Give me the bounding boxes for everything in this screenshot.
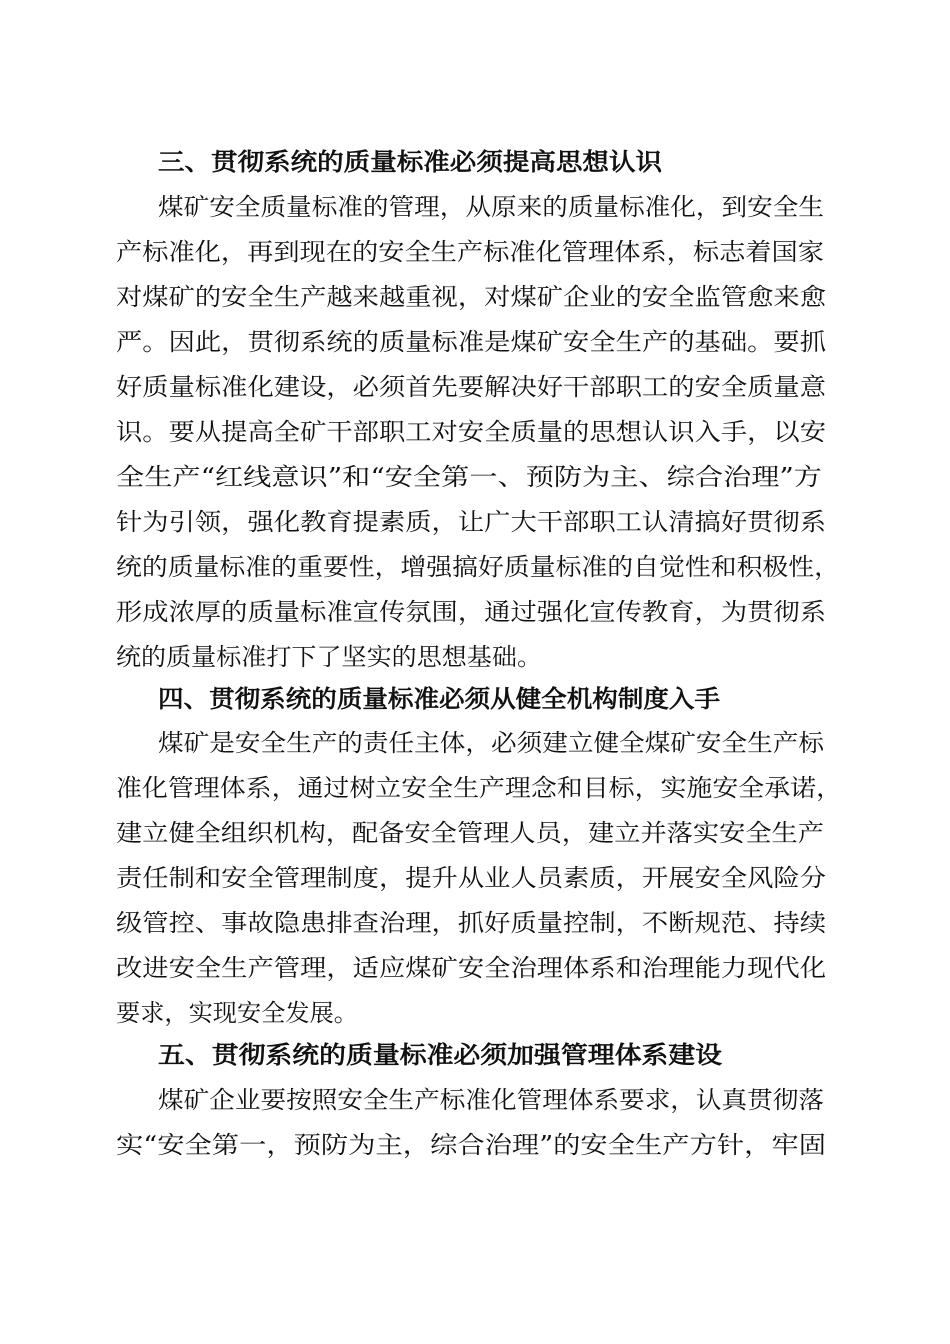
paragraph-line: 煤矿企业要按照安全生产标准化管理体系要求，认真贯彻落 xyxy=(158,1086,824,1114)
paragraph-line: 要求，实现安全发展。 xyxy=(116,999,358,1027)
paragraph-line: 改进安全生产管理，适应煤矿安全治理体系和治理能力现代化 xyxy=(116,954,826,982)
paragraph-line: 准化管理体系，通过树立安全生产理念和目标，实施安全承诺， xyxy=(116,774,843,802)
paragraph-line: 煤矿安全质量标准的管理，从原来的质量标准化，到安全生 xyxy=(158,193,824,221)
paragraph-line: 统的质量标准的重要性，增强搞好质量标准的自觉性和积极性， xyxy=(116,553,840,581)
paragraph-line: 全生产“红线意识”和“安全第一、预防为主、综合治理”方 xyxy=(116,463,822,491)
paragraph-line: 好质量标准化建设，必须首先要解决好干部职工的安全质量意 xyxy=(116,373,826,401)
paragraph-line: 责任制和安全管理制度，提升从业人员素质，开展安全风险分 xyxy=(116,864,826,892)
paragraph-line: 建立健全组织机构，配备安全管理人员，建立并落实安全生产 xyxy=(116,819,824,847)
paragraph-line: 严。因此，贯彻系统的质量标准是煤矿安全生产的基础。要抓 xyxy=(116,328,826,356)
paragraph-line: 针为引领，强化教育提素质，让广大干部职工认清搞好贯彻系 xyxy=(116,508,826,536)
paragraph-line: 对煤矿的安全生产越来越重视，对煤矿企业的安全监管愈来愈 xyxy=(116,283,826,311)
paragraph-line: 识。要从提高全矿干部职工对安全质量的思想认识入手，以安 xyxy=(116,418,826,446)
paragraph-line: 级管控、事故隐患排查治理，抓好质量控制，不断规范、持续 xyxy=(116,909,826,937)
section-heading: 三、贯彻系统的质量标准必须提高思想认识 xyxy=(158,148,662,176)
paragraph-line: 形成浓厚的质量标准宣传氛围，通过强化宣传教育，为贯彻系 xyxy=(116,598,826,626)
paragraph-line: 统的质量标准打下了坚实的思想基础。 xyxy=(116,643,542,671)
paragraph-line: 实“安全第一，预防为主，综合治理”的安全生产方针，牢固 xyxy=(116,1131,827,1159)
section-heading: 五、贯彻系统的质量标准必须加强管理体系建设 xyxy=(158,1041,722,1069)
paragraph-line: 煤矿是安全生产的责任主体，必须建立健全煤矿安全生产标 xyxy=(158,729,824,757)
section-heading: 四、贯彻系统的质量标准必须从健全机构制度入手 xyxy=(158,685,720,713)
paragraph-line: 产标准化，再到现在的安全生产标准化管理体系，标志着国家 xyxy=(116,238,824,266)
